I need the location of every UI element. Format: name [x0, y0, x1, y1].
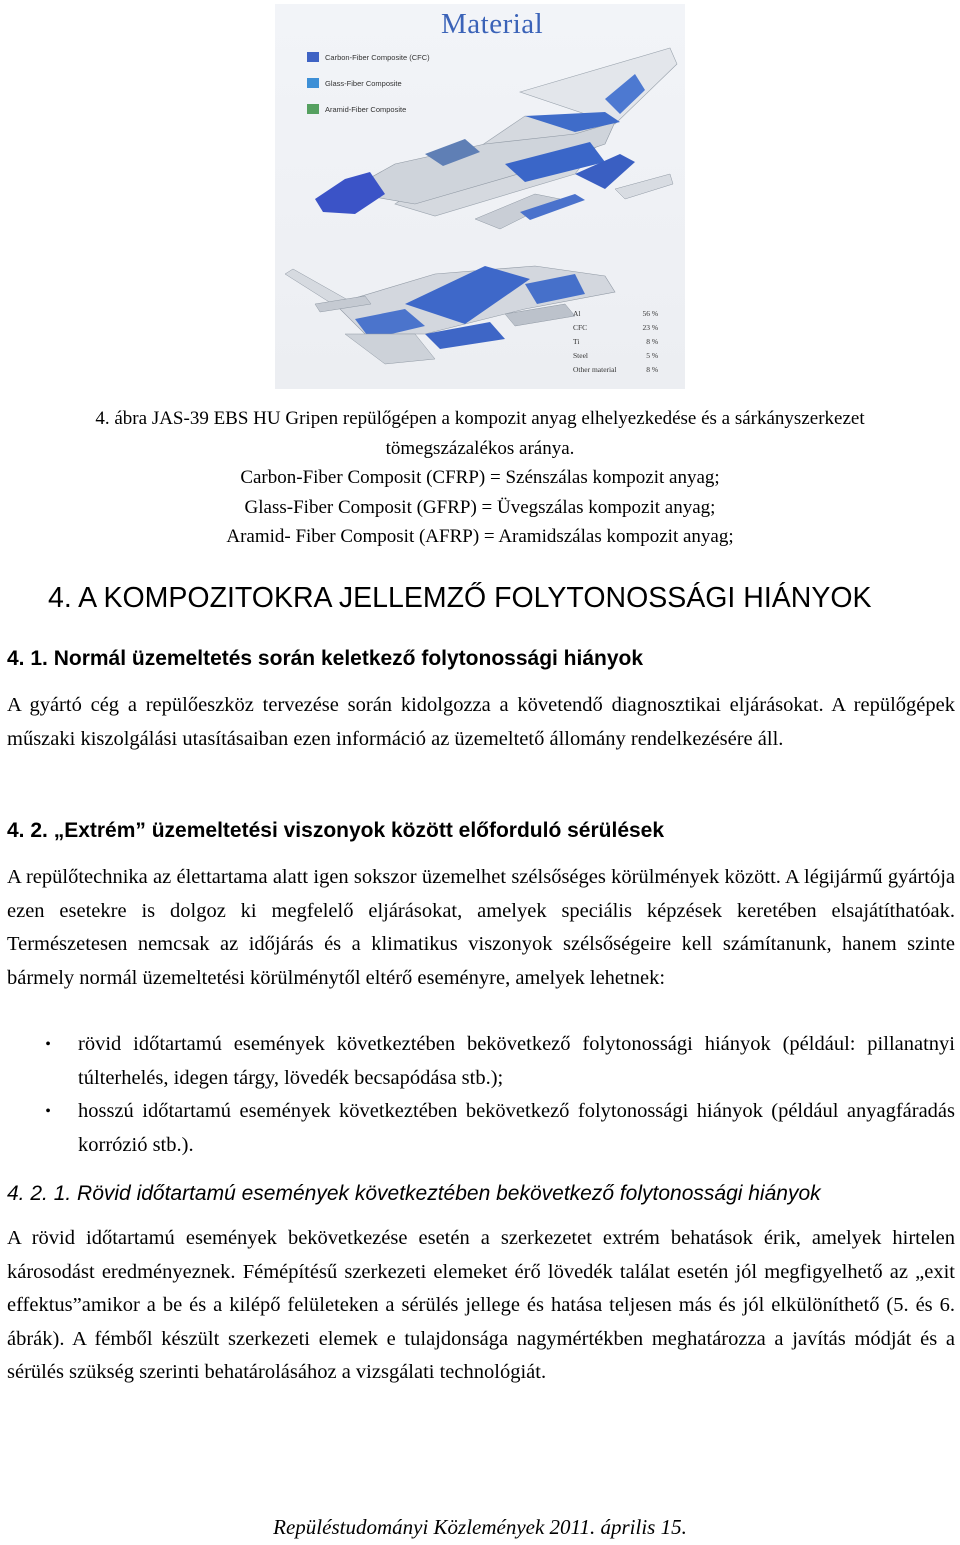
material-name: Other material	[573, 364, 617, 374]
figure-caption	[40, 404, 920, 552]
upper-jet-drawing	[315, 48, 677, 229]
material-name: Al	[573, 308, 581, 318]
material-value: 8 %	[646, 364, 659, 374]
material-row	[573, 336, 658, 350]
bullet-icon: •	[45, 1103, 51, 1120]
material-row	[573, 364, 658, 378]
legend-label-afc: Aramid-Fiber Composite	[325, 104, 407, 114]
material-row	[573, 308, 658, 322]
material-row	[573, 350, 658, 364]
legend-label-cfc: Carbon-Fiber Composite (CFC)	[325, 52, 430, 62]
material-row	[573, 322, 658, 336]
caption-line: Glass-Fiber Composit (GFRP) = Üvegszálas kompozit anyag;	[244, 496, 716, 518]
material-name: CFC	[573, 322, 588, 332]
material-value: 23 %	[642, 322, 659, 332]
chapter-heading: 4. A KOMPOZITOKRA JELLEMZŐ FOLYTONOSSÁGI HIÁNYOK	[48, 582, 872, 614]
material-value: 8 %	[646, 336, 659, 346]
list-item-text: hosszú időtartamú események következtében bekövetkező folytonossági hiányok (például anyagfáradás korrózió stb.).	[78, 1100, 955, 1156]
caption-line: tömegszázalékos aránya.	[385, 437, 575, 459]
list-item-text: rövid időtartamú események következtében bekövetkező folytonossági hiányok (például: pillanatnyi túlterhelés, idegen tárgy, lövedék becsapódása stb.);	[78, 1033, 955, 1089]
subsection-heading-4-2-1: 4. 2. 1. Rövid időtartamú események következtében bekövetkező folytonossági hiányok	[7, 1182, 821, 1205]
material-name: Steel	[573, 350, 588, 360]
section-4-2-1-paragraph: A rövid időtartamú események bekövetkezése esetén a szerkezetet extrém behatások érik, amelyek hirtelen károsodást eredményeznek. Fémépítésű szerkezeti elemeket érő lövedék találat esetén jól megfigyelhető az „exit effektus”amikor a be és a kilépő felületeken a sérülés jellege és hatása teljesen más és jól elkülöníthető (5. és 6. ábrák). A fémből készült szerkezeti elemek e tulajdonsága nagymértékben meghatározza a javítás módját és a sérülés szükség szerinti behatárolásához a vizsgálati technológiát.	[7, 1227, 955, 1383]
caption-line: Aramid- Fiber Composit (AFRP) = Aramidszálas kompozit anyag;	[226, 526, 734, 547]
material-value: 5 %	[646, 350, 659, 360]
lower-jet-drawing	[285, 266, 615, 364]
section-4-1-paragraph: A gyártó cég a repülőeszköz tervezése során kidolgozza a követendő diagnosztikai eljárásokat. A repülőgépek műszaki kiszolgálási utasításaiban ezen információ az üzemeltető állomány rendelkezésére áll.	[7, 694, 955, 750]
section-heading-4-1: 4. 1. Normál üzemeltetés során keletkező folytonossági hiányok	[7, 647, 644, 670]
material-name: Ti	[573, 336, 580, 346]
section-4-2-paragraph: A repülőtechnika az élettartama alatt igen sokszor üzemelhet szélsőséges körülmények között. A légijármű gyártója ezen esetekre is dolgoz ki megfelelő eljárásokat, amelyek speciális képzések keretében elsajátíthatóak. Természetesen nemcsak az időjárás és a klimatikus viszonyok szélsőségeire kell számítanunk, hanem szinte bármely normál üzemeltetési körülménytől eltérő eseményre, amelyek lehetnek:	[7, 866, 955, 989]
page-footer: Repüléstudományi Közlemények 2011. április 15.	[273, 1515, 687, 1539]
figure-gripen-materials	[275, 4, 685, 389]
material-value: 56 %	[642, 308, 659, 318]
figure-title: Material	[441, 8, 544, 40]
material-percentage-table	[573, 308, 658, 378]
bullet-icon: •	[45, 1036, 51, 1053]
list-item	[0, 1095, 955, 1162]
event-type-list	[0, 1028, 955, 1162]
section-heading-4-2: 4. 2. „Extrém” üzemeltetési viszonyok között előforduló sérülések	[7, 819, 665, 842]
caption-line: 4. ábra JAS-39 EBS HU Gripen repülőgépen a kompozit anyag elhelyezkedése és a sárkányszerkezet	[95, 408, 865, 429]
list-item	[0, 1028, 955, 1095]
legend-label-gfc: Glass-Fiber Composite	[325, 78, 402, 88]
caption-line: Carbon-Fiber Composit (CFRP) = Szénszálas kompozit anyag;	[240, 467, 720, 488]
